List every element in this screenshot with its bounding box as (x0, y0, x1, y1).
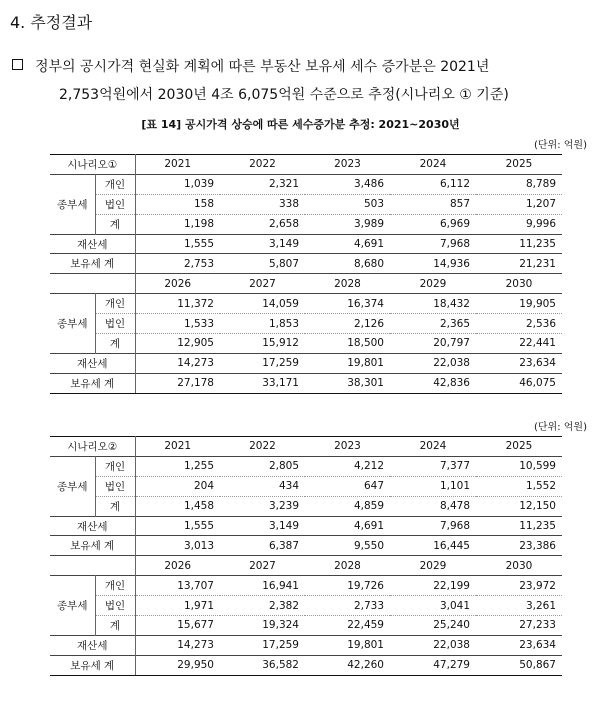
sub-label: 계 (95, 214, 135, 234)
value-cell: 6,112 (390, 174, 476, 194)
value-cell: 27,178 (135, 373, 220, 393)
year-header: 2023 (305, 155, 390, 175)
year-header: 2021 (135, 155, 220, 175)
value-cell: 12,905 (135, 334, 220, 354)
year-header: 2026 (135, 556, 220, 576)
group-label: 종부세 (50, 174, 95, 234)
value-cell: 2,382 (220, 596, 305, 616)
value-cell: 8,680 (305, 254, 390, 274)
row-label: 보유세 계 (50, 373, 135, 393)
value-cell: 1,039 (135, 174, 220, 194)
tax-estimate-table (50, 154, 562, 394)
value-cell: 1,971 (135, 596, 220, 616)
value-cell: 3,989 (305, 214, 390, 234)
table-row (50, 254, 562, 274)
unit-label: (단위: 억원) (534, 140, 587, 151)
value-cell: 17,259 (220, 635, 305, 655)
value-cell: 3,261 (476, 596, 562, 616)
value-cell: 36,582 (220, 655, 305, 675)
summary-line-2: 2,753억원에서 2030년 4조 6,075억원 수준으로 추정(시나리오 ① 기준) (59, 87, 509, 103)
blank-header-cell (50, 556, 135, 576)
table-row (50, 655, 562, 675)
sub-label: 법인 (95, 476, 135, 496)
year-header: 2022 (220, 437, 305, 457)
value-cell: 22,038 (390, 353, 476, 373)
value-cell: 5,807 (220, 254, 305, 274)
year-header: 2030 (476, 274, 562, 294)
value-cell: 158 (135, 194, 220, 214)
value-cell: 25,240 (390, 616, 476, 636)
value-cell: 12,150 (476, 496, 562, 516)
value-cell: 29,950 (135, 655, 220, 675)
value-cell: 2,126 (305, 314, 390, 334)
value-cell: 47,279 (390, 655, 476, 675)
section-heading: 4. 추정결과 (10, 13, 93, 32)
value-cell: 4,691 (305, 516, 390, 536)
value-cell: 19,801 (305, 353, 390, 373)
summary-line-1: 정부의 공시가격 현실화 계획에 따른 부동산 보유세 세수 증가분은 2021년 (35, 59, 490, 75)
table-row (50, 536, 562, 556)
table-row (50, 476, 562, 496)
value-cell: 1,255 (135, 456, 220, 476)
value-cell: 11,235 (476, 234, 562, 254)
value-cell: 17,259 (220, 353, 305, 373)
value-cell: 19,905 (476, 294, 562, 314)
value-cell: 16,374 (305, 294, 390, 314)
row-label: 재산세 (50, 234, 135, 254)
year-header-row (50, 274, 562, 294)
year-header: 2021 (135, 437, 220, 457)
year-header: 2030 (476, 556, 562, 576)
value-cell: 38,301 (305, 373, 390, 393)
row-label: 재산세 (50, 635, 135, 655)
value-cell: 42,836 (390, 373, 476, 393)
value-cell: 2,658 (220, 214, 305, 234)
value-cell: 18,500 (305, 334, 390, 354)
value-cell: 434 (220, 476, 305, 496)
year-header-row (50, 556, 562, 576)
value-cell: 23,634 (476, 353, 562, 373)
sub-label: 계 (95, 334, 135, 354)
year-header: 2026 (135, 274, 220, 294)
value-cell: 338 (220, 194, 305, 214)
table-row (50, 294, 562, 314)
sub-label: 법인 (95, 314, 135, 334)
value-cell: 15,912 (220, 334, 305, 354)
value-cell: 1,458 (135, 496, 220, 516)
table-row (50, 174, 562, 194)
summary-bullet (12, 56, 592, 106)
value-cell: 2,536 (476, 314, 562, 334)
value-cell: 1,853 (220, 314, 305, 334)
value-cell: 21,231 (476, 254, 562, 274)
value-cell: 4,859 (305, 496, 390, 516)
value-cell: 46,075 (476, 373, 562, 393)
sub-label: 개인 (95, 456, 135, 476)
value-cell: 1,101 (390, 476, 476, 496)
year-header: 2025 (476, 437, 562, 457)
table-row (50, 496, 562, 516)
value-cell: 11,372 (135, 294, 220, 314)
value-cell: 1,207 (476, 194, 562, 214)
value-cell: 19,324 (220, 616, 305, 636)
group-label: 종부세 (50, 576, 95, 636)
table-row (50, 234, 562, 254)
table-row (50, 456, 562, 476)
value-cell: 22,441 (476, 334, 562, 354)
value-cell: 6,969 (390, 214, 476, 234)
year-header: 2027 (220, 274, 305, 294)
value-cell: 2,321 (220, 174, 305, 194)
value-cell: 204 (135, 476, 220, 496)
value-cell: 2,733 (305, 596, 390, 616)
sub-label: 계 (95, 496, 135, 516)
sub-label: 개인 (95, 174, 135, 194)
value-cell: 42,260 (305, 655, 390, 675)
value-cell: 22,459 (305, 616, 390, 636)
row-label: 보유세 계 (50, 254, 135, 274)
value-cell: 4,691 (305, 234, 390, 254)
value-cell: 6,387 (220, 536, 305, 556)
table-row (50, 516, 562, 536)
row-label: 보유세 계 (50, 655, 135, 675)
value-cell: 2,805 (220, 456, 305, 476)
value-cell: 3,041 (390, 596, 476, 616)
value-cell: 20,797 (390, 334, 476, 354)
group-label: 종부세 (50, 456, 95, 516)
row-label: 재산세 (50, 516, 135, 536)
row-label: 보유세 계 (50, 536, 135, 556)
year-header-row (50, 437, 562, 457)
value-cell: 14,273 (135, 353, 220, 373)
year-header: 2029 (390, 274, 476, 294)
table-row (50, 596, 562, 616)
value-cell: 503 (305, 194, 390, 214)
year-header: 2029 (390, 556, 476, 576)
year-header: 2028 (305, 556, 390, 576)
value-cell: 33,171 (220, 373, 305, 393)
table-caption: [표 14] 공시가격 상승에 따른 세수증가분 추정: 2021~2030년 (141, 118, 460, 131)
sub-label: 계 (95, 616, 135, 636)
sub-label: 개인 (95, 294, 135, 314)
value-cell: 16,941 (220, 576, 305, 596)
value-cell: 3,486 (305, 174, 390, 194)
value-cell: 9,550 (305, 536, 390, 556)
table-row (50, 635, 562, 655)
value-cell: 18,432 (390, 294, 476, 314)
value-cell: 8,478 (390, 496, 476, 516)
sub-label: 개인 (95, 576, 135, 596)
table-row (50, 194, 562, 214)
sub-label: 법인 (95, 194, 135, 214)
value-cell: 1,555 (135, 234, 220, 254)
scenario-label: 시나리오① (50, 155, 135, 175)
value-cell: 1,198 (135, 214, 220, 234)
value-cell: 4,212 (305, 456, 390, 476)
value-cell: 3,149 (220, 234, 305, 254)
year-header: 2022 (220, 155, 305, 175)
value-cell: 8,789 (476, 174, 562, 194)
tax-estimate-table (50, 436, 562, 676)
value-cell: 3,149 (220, 516, 305, 536)
value-cell: 3,239 (220, 496, 305, 516)
value-cell: 857 (390, 194, 476, 214)
value-cell: 7,968 (390, 234, 476, 254)
value-cell: 10,599 (476, 456, 562, 476)
square-bullet-icon (12, 59, 23, 70)
value-cell: 22,199 (390, 576, 476, 596)
row-label: 재산세 (50, 353, 135, 373)
table-row (50, 373, 562, 393)
value-cell: 19,726 (305, 576, 390, 596)
value-cell: 23,386 (476, 536, 562, 556)
value-cell: 27,233 (476, 616, 562, 636)
unit-label: (단위: 억원) (534, 422, 587, 433)
value-cell: 13,707 (135, 576, 220, 596)
table-row (50, 616, 562, 636)
value-cell: 7,968 (390, 516, 476, 536)
table-row (50, 576, 562, 596)
value-cell: 2,753 (135, 254, 220, 274)
value-cell: 9,996 (476, 214, 562, 234)
value-cell: 2,365 (390, 314, 476, 334)
value-cell: 19,801 (305, 635, 390, 655)
value-cell: 23,972 (476, 576, 562, 596)
value-cell: 3,013 (135, 536, 220, 556)
table-row (50, 334, 562, 354)
sub-label: 법인 (95, 596, 135, 616)
value-cell: 50,867 (476, 655, 562, 675)
blank-header-cell (50, 274, 135, 294)
value-cell: 14,059 (220, 294, 305, 314)
table-row (50, 353, 562, 373)
value-cell: 1,555 (135, 516, 220, 536)
value-cell: 647 (305, 476, 390, 496)
scenario-label: 시나리오② (50, 437, 135, 457)
year-header: 2024 (390, 437, 476, 457)
value-cell: 14,936 (390, 254, 476, 274)
value-cell: 1,552 (476, 476, 562, 496)
value-cell: 14,273 (135, 635, 220, 655)
year-header: 2028 (305, 274, 390, 294)
year-header: 2023 (305, 437, 390, 457)
group-label: 종부세 (50, 294, 95, 354)
value-cell: 22,038 (390, 635, 476, 655)
year-header-row (50, 155, 562, 175)
year-header: 2025 (476, 155, 562, 175)
value-cell: 11,235 (476, 516, 562, 536)
year-header: 2024 (390, 155, 476, 175)
value-cell: 1,533 (135, 314, 220, 334)
table-row (50, 314, 562, 334)
value-cell: 15,677 (135, 616, 220, 636)
year-header: 2027 (220, 556, 305, 576)
value-cell: 23,634 (476, 635, 562, 655)
table-row (50, 214, 562, 234)
value-cell: 16,445 (390, 536, 476, 556)
value-cell: 7,377 (390, 456, 476, 476)
